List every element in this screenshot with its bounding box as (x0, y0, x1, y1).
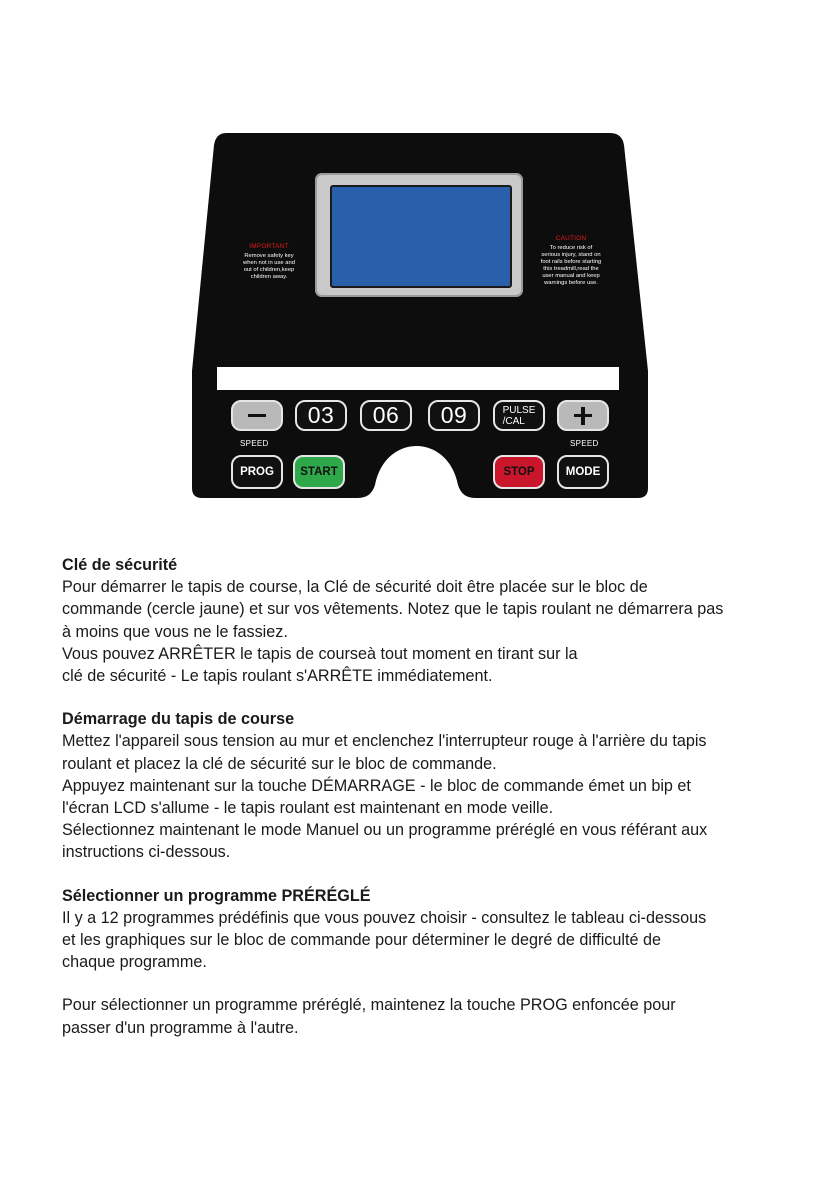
important-line: children away. (250, 274, 288, 280)
paragraph-line: à moins que vous ne le fassiez. (62, 622, 288, 641)
paragraph-line: Il y a 12 programmes prédéfinis que vous pouvez choisir - consultez le tableau ci-dessous (62, 908, 707, 927)
instructions-text (62, 554, 782, 1060)
preset-09-label: 09 (440, 402, 468, 428)
mode-label: MODE (565, 466, 601, 478)
pulse-label: PULSE (502, 404, 536, 416)
lcd-screen (330, 185, 512, 288)
paragraph-line: Vous pouvez ARRÊTER le tapis de courseà tout moment en tirant sur la (62, 644, 578, 663)
prog-label: PROG (240, 466, 274, 478)
section-title: Sélectionner un programme PRÉRÉGLÉ (62, 886, 371, 905)
preset-06-button[interactable] (360, 400, 412, 431)
preset-03-label: 03 (307, 402, 335, 428)
speed-down-caption: SPEED (240, 439, 269, 448)
preset-06-label: 06 (372, 402, 400, 428)
section-title: Démarrage du tapis de course (62, 710, 295, 729)
section-title: Clé de sécurité (62, 556, 178, 574)
minus-icon (248, 414, 266, 418)
paragraph-line: et les graphiques sur le bloc de commande pour déterminer le degré de difficulté de (62, 931, 661, 950)
important-notice (224, 243, 314, 281)
caution-line: To reduce risk of (549, 245, 593, 251)
paragraph-line: l'écran LCD s'allume - le tapis roulant est maintenant en mode veille. (62, 799, 554, 818)
mode-button[interactable] (557, 455, 609, 489)
start-button[interactable] (293, 455, 345, 489)
speed-down-button[interactable] (231, 400, 283, 431)
section-starting-treadmill (62, 708, 782, 863)
caution-line: warnings before use. (544, 280, 598, 286)
paragraph-line: Sélectionnez maintenant le mode Manuel ou un programme préréglé en vous référant aux (62, 821, 708, 840)
caution-heading: CAUTION (555, 235, 587, 242)
caution-line: serious injury, stand on (541, 252, 601, 258)
important-heading: IMPORTANT (249, 243, 289, 250)
prog-button[interactable] (231, 455, 283, 489)
paragraph-line: passer d'un programme à l'autre. (62, 1018, 299, 1037)
display-strip (217, 367, 619, 390)
preset-09-button[interactable] (428, 400, 480, 431)
important-line: when not in use and (243, 260, 295, 266)
important-line: out of children,keep (243, 267, 295, 273)
start-label: START (300, 466, 338, 478)
caution-notice (526, 235, 616, 287)
paragraph-line: Appuyez maintenant sur la touche DÉMARRAGE - le bloc de commande émet un bip et (62, 776, 691, 795)
speed-up-caption: SPEED (570, 439, 599, 448)
caution-line: foot rails before starting (540, 259, 602, 265)
pulse-cal-button[interactable] (493, 400, 545, 431)
paragraph-line: instructions ci-dessous. (62, 843, 231, 862)
important-line: Remove safety key (244, 253, 294, 259)
caution-line: this treadmill,read the (543, 266, 599, 272)
paragraph-line: commande (cercle jaune) et sur vos vêtements. Notez que le tapis roulant ne démarrera pas (62, 600, 724, 619)
paragraph-line: Pour démarrer le tapis de course, la Clé de sécurité doit être placée sur le bloc de (62, 578, 648, 597)
section-preset-program (62, 885, 782, 974)
preset-03-button[interactable] (295, 400, 347, 431)
cal-label: /CAL (502, 415, 525, 427)
paragraph-line: Mettez l'appareil sous tension au mur et enclenchez l'interrupteur rouge à l'arrière du tapis (62, 732, 707, 751)
caution-line: user manual and keep (542, 273, 600, 279)
section-select-preset (62, 994, 782, 1038)
section-safety-key (62, 554, 782, 687)
paragraph-line: roulant et placez la clé de sécurité sur le bloc de commande. (62, 754, 497, 773)
stop-button[interactable] (493, 455, 545, 489)
stop-label: STOP (503, 466, 535, 478)
paragraph-line: clé de sécurité - Le tapis roulant s'ARRÊTE immédiatement. (62, 667, 493, 686)
plus-icon (574, 414, 592, 418)
paragraph-line: chaque programme. (62, 953, 207, 972)
paragraph-line: Pour sélectionner un programme préréglé, maintenez la touche PROG enfoncée pour (62, 996, 676, 1015)
treadmill-console-illustration (190, 133, 650, 498)
speed-up-button[interactable] (557, 400, 609, 431)
